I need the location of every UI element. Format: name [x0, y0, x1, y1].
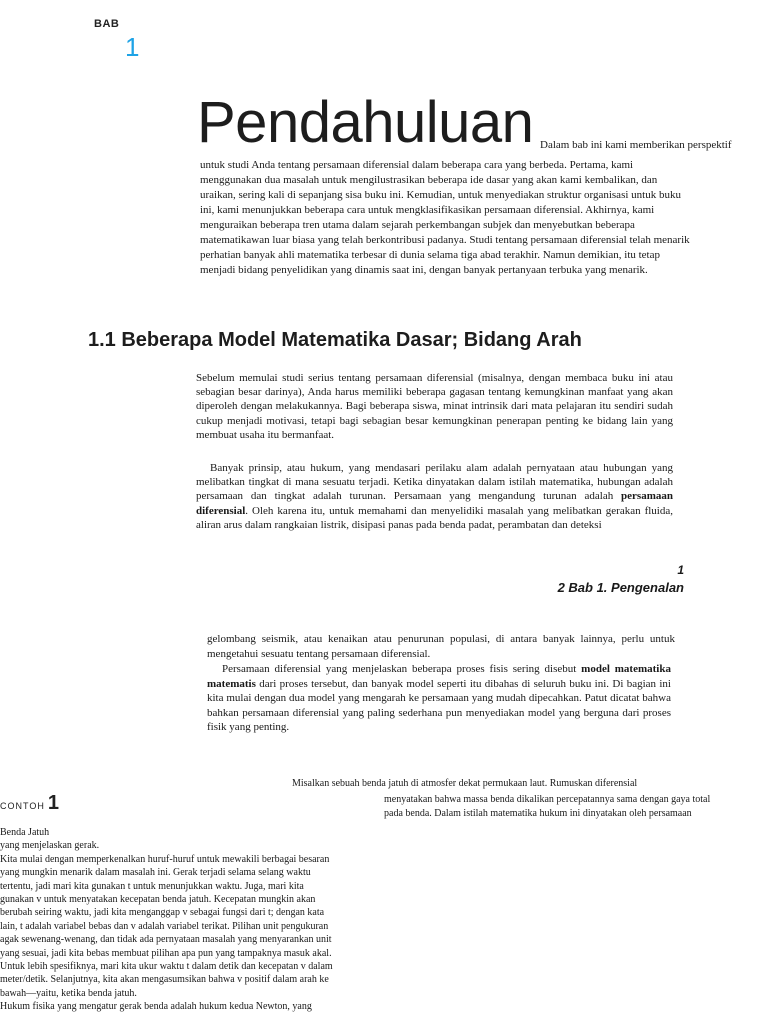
section-heading: 1.1 Beberapa Model Matematika Dasar; Bidang Arah: [88, 329, 582, 351]
page2-paragraph-2: [207, 662, 671, 735]
chapter-number: 1: [125, 32, 140, 62]
running-header: 2 Bab 1. Pengenalan: [557, 580, 684, 595]
section-paragraph-1: Sebelum memulai studi serius tentang persamaan diferensial (misalnya, dengan membaca buku ini atau sebagian besar darinya), Anda harus memiliki beberapa gagasan tentang kemungkinan manfaat yang akan diperoleh dengan melakukannya. Bagi beberapa siswa, minat intrinsik dari mata pelajaran itu sendiri sudah cukup menjadi motivasi, tetapi bagi sebagian besar kemungkinan penerapan penting ke bidang lain yang membuat usaha itu bermanfaat.: [196, 372, 673, 441]
paragraph-text: dari proses tersebut, dan banyak model seperti itu dibahas di seluruh buku ini. Di bagian ini kita mulai dengan dua model yang mengarah ke persamaan yang mudah dipecahkan. Patut dicatat bahwa bahkan persamaan diferensial yang paling sederhana pun menyediakan model yang berguna dari proses fisik yang penting.: [207, 677, 671, 734]
paragraph-text: Banyak prinsip, atau hukum, yang mendasari perilaku alam adalah pernyataan atau hubungan yang melibatkan tingkat di mana sesuatu terjadi. Ketika dinyatakan dalam istilah matematika, hubungan adalah persamaan dan tingkat adalah turunan. Persamaan yang mengandung turunan adalah: [196, 462, 673, 503]
page2-paragraph-1: gelombang seismik, atau kenaikan atau penurunan populasi, di antara banyak lainnya, perlu untuk mengetahui sesuatu tentang persamaan diferensial.: [207, 633, 675, 660]
intro-paragraph: untuk studi Anda tentang persamaan diferensial dalam beberapa cara yang berbeda. Pertama, kami menggunakan dua masalah untuk mengilustrasikan beberapa ide dasar yang akan kami kembalikan, dan uraikan, sering kali di sepanjang sisa buku ini. Kemudian, untuk menyediakan struktur organisasi untuk buku ini, kami menunjukkan beberapa cara untuk mengklasifikasikan persamaan diferensial. Akhirnya, kami menguraikan beberapa tren utama dalam sejarah perkembangan subjek dan menyebutkan beberapa matematikawan luar biasa yang telah berkontribusi padanya. Studi tentang persamaan diferensial telah menarik perhatian banyak ahli matematika terbesar di dunia selama tiga abad terakhir. Namun demikian, itu tetap menjadi bidang penyelidikan yang dinamis saat ini, dengan banyak pertanyaan terbuka yang menarik.: [200, 159, 690, 276]
section-paragraph-2: [196, 461, 673, 532]
intro-first-line: Dalam bab ini kami memberikan perspektif: [540, 139, 732, 151]
key-term-model-matematika: model matematika matematis: [207, 663, 671, 690]
example-first-line: Misalkan sebuah benda jatuh di atmosfer dekat permukaan laut. Rumuskan diferensial: [292, 778, 638, 789]
key-term-persamaan-diferensial: persamaan diferensial: [196, 490, 673, 517]
example-number: 1: [47, 792, 59, 814]
page-number: 1: [677, 563, 684, 577]
example-body-text: Benda Jatuh yang menjelaskan gerak. Kita mulai dengan memperkenalkan huruf-huruf untuk mewakili berbagai besaran yang mungkin menarik dalam masalah ini. Gerak terjadi selama selang waktu tertentu, jadi mari kita gunakan t untuk menunjukkan waktu. Juga, mari kita gunakan v untuk menyatakan kecepatan benda jatuh. Kecepatan mungkin akan berubah seiring waktu, jadi kita menganggap v sebagai fungsi dari t; dengan kata lain, t adalah variabel bebas dan v adalah variabel terikat. Pilihan unit pengukuran agak sewenang-wenang, dan tidak ada pernyataan masalah yang menyarankan unit yang sesuai, jadi kita bebas membuat pilihan apa pun yang tampaknya masuk akal. Untuk lebih spesifiknya, mari kita ukur waktu t dalam detik dan kecepatan v dalam meter/detik. Selanjutnya, kita akan mengasumsikan bahwa v positif dalam arah ke bawah—yaitu, ketika benda jatuh. Hukum fisika yang mengatur gerak benda adalah hukum kedua Newton, yang: [0, 827, 333, 1013]
paragraph-text: Persamaan diferensial yang menjelaskan beberapa proses fisis sering disebut: [222, 663, 582, 675]
example-label: [0, 792, 59, 815]
example-right-text: menyatakan bahwa massa benda dikalikan percepatannya sama dengan gaya total pada benda. Dalam istilah matematika hukum ini dinyatakan oleh persamaan: [384, 794, 711, 819]
example-label-text: CONTOH: [0, 801, 45, 811]
paragraph-text: . Oleh karena itu, untuk memahami dan menyelidiki masalah yang melibatkan gerakan fluida, aliran arus dalam rangkaian listrik, disipasi panas pada benda padat, perambatan dan deteksi: [196, 504, 673, 531]
chapter-label: BAB: [94, 18, 120, 30]
chapter-title: Pendahuluan: [197, 90, 534, 155]
